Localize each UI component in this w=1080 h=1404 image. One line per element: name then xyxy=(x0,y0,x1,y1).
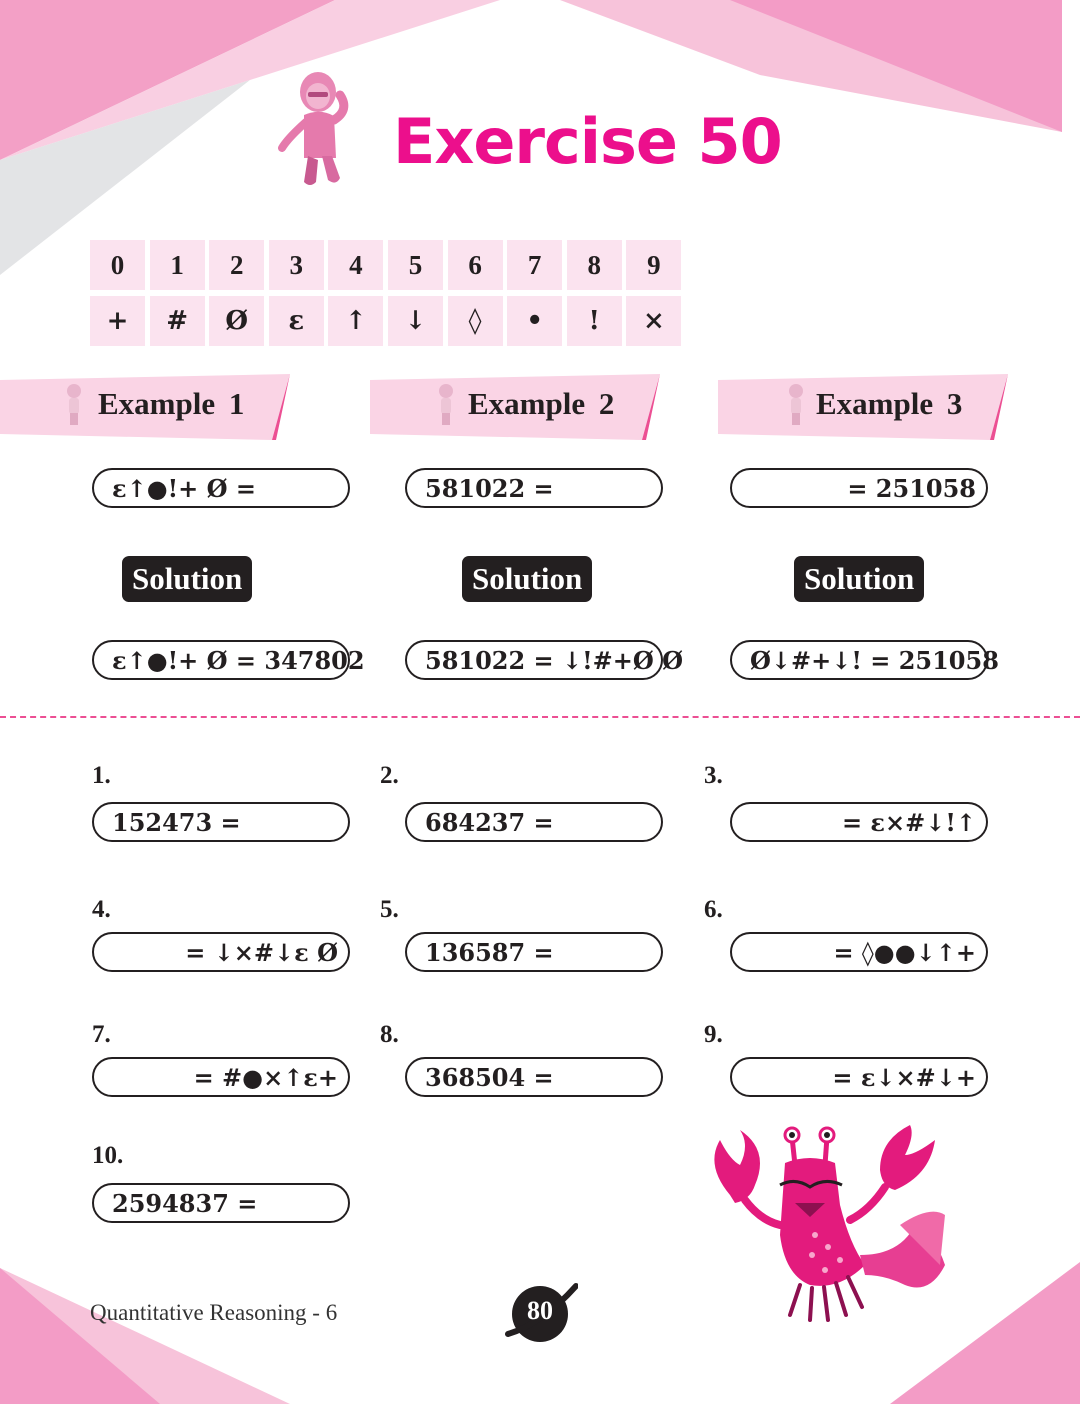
symbol-row xyxy=(90,296,686,346)
example-1-banner xyxy=(0,374,292,440)
lobster-icon xyxy=(700,1125,960,1335)
symbol-cell: ε xyxy=(269,296,324,346)
question-2-field[interactable]: 684237 = xyxy=(405,802,663,842)
example-1-question: ε↑●!+ Ø = xyxy=(92,468,350,508)
cipher-table xyxy=(90,240,686,346)
example-2-label: Example 2 xyxy=(468,386,615,421)
girl-mini-icon xyxy=(434,382,458,426)
example-2-banner xyxy=(370,374,662,440)
question-8-field[interactable]: 368504 = xyxy=(405,1057,663,1097)
symbol-cell: × xyxy=(626,296,681,346)
question-5-field[interactable]: 136587 = xyxy=(405,932,663,972)
symbol-cell: ◊ xyxy=(448,296,503,346)
question-10-field[interactable]: 2594837 = xyxy=(92,1183,350,1223)
symbol-cell: ! xyxy=(567,296,622,346)
symbol-cell: ↓ xyxy=(388,296,443,346)
question-6-field[interactable]: = ◊●●↓↑+ xyxy=(730,932,988,972)
girl-mini-icon xyxy=(784,382,808,426)
section-divider xyxy=(0,716,1080,718)
solution-label: Solution xyxy=(794,556,924,602)
question-number: 6. xyxy=(704,896,723,923)
digit-cell: 5 xyxy=(388,240,443,290)
example-1-answer: ε↑●!+ Ø = 347802 xyxy=(92,640,350,680)
question-3-field[interactable]: = ε×#↓!↑ xyxy=(730,802,988,842)
symbol-cell: + xyxy=(90,296,145,346)
digit-cell: 0 xyxy=(90,240,145,290)
question-number: 5. xyxy=(380,896,399,923)
example-1-label: Example 1 xyxy=(98,386,245,421)
symbol-cell: ↑ xyxy=(328,296,383,346)
question-number: 8. xyxy=(380,1021,399,1048)
digit-cell: 1 xyxy=(150,240,205,290)
example-3-question: = 251058 xyxy=(730,468,988,508)
example-2-question: 581022 = xyxy=(405,468,663,508)
book-title: Quantitative Reasoning - 6 xyxy=(90,1300,338,1325)
digit-cell: 4 xyxy=(328,240,383,290)
digit-row xyxy=(90,240,686,290)
symbol-cell: # xyxy=(150,296,205,346)
question-number: 9. xyxy=(704,1021,723,1048)
example-3-label: Example 3 xyxy=(816,386,963,421)
question-number: 4. xyxy=(92,896,111,923)
question-number: 2. xyxy=(380,762,399,789)
question-number: 3. xyxy=(704,762,723,789)
page-number: 80 xyxy=(527,1296,553,1325)
example-3-banner xyxy=(718,374,1010,440)
page-title: Exercise 50 xyxy=(393,105,782,178)
digit-cell: 7 xyxy=(507,240,562,290)
solution-label: Solution xyxy=(462,556,592,602)
digit-cell: 2 xyxy=(209,240,264,290)
example-3-answer: Ø↓#+↓! = 251058 xyxy=(730,640,988,680)
example-2-answer: 581022 = ↓!#+Ø Ø xyxy=(405,640,663,680)
digit-cell: 3 xyxy=(269,240,324,290)
symbol-cell: • xyxy=(507,296,562,346)
question-number: 7. xyxy=(92,1021,111,1048)
question-number: 10. xyxy=(92,1142,124,1169)
digit-cell: 6 xyxy=(448,240,503,290)
solution-label: Solution xyxy=(122,556,252,602)
digit-cell: 9 xyxy=(626,240,681,290)
question-number: 1. xyxy=(92,762,111,789)
question-9-field[interactable]: = ε↓×#↓+ xyxy=(730,1057,988,1097)
digit-cell: 8 xyxy=(567,240,622,290)
girl-mini-icon xyxy=(62,382,86,426)
question-4-field[interactable]: = ↓×#↓ε Ø xyxy=(92,932,350,972)
symbol-cell: Ø xyxy=(209,296,264,346)
question-1-field[interactable]: 152473 = xyxy=(92,802,350,842)
page-number-badge xyxy=(502,1280,578,1346)
question-7-field[interactable]: = #●×↑ε+ xyxy=(92,1057,350,1097)
girl-mascot-icon xyxy=(270,70,360,195)
